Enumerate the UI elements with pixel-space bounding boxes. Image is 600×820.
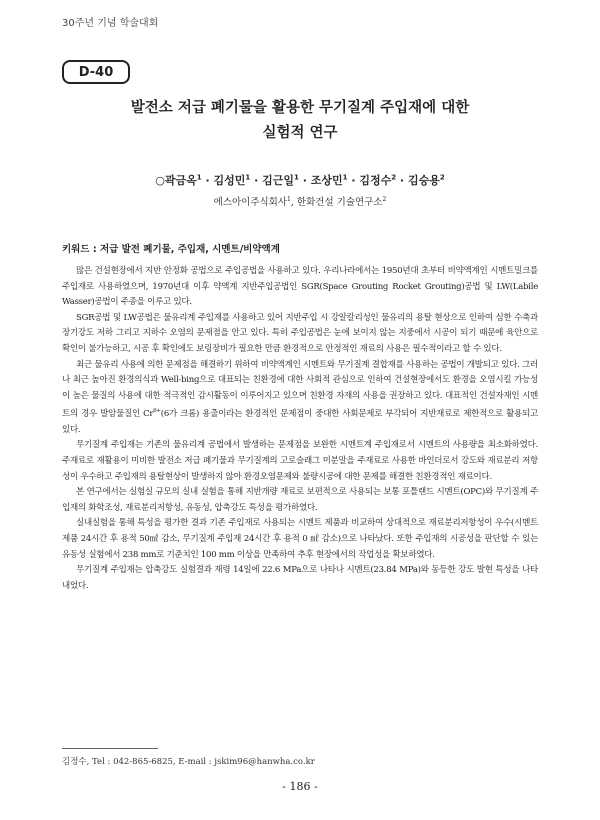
affiliation-separator: , (290, 197, 297, 208)
author-affil-mark: 1 (294, 173, 299, 182)
corresponding-author-footnote: 김정수, Tel : 042-865-6825, E-mail : jskim96@hanwha.co.kr (62, 757, 315, 767)
author-name: 조상민 (310, 174, 343, 187)
author-name: 김성민 (213, 174, 246, 187)
author-name: 곽금옥 (164, 174, 197, 187)
author-separator: · (396, 174, 408, 187)
body-paragraph: 무기질계 주입재는 기존의 물유리계 공법에서 발생하는 문제점을 보완한 시멘트계 주입재로서 시멘트의 사용량을 최소화하였다. 주재료로 재활용이 미비한 발전소 저급 폐기물과 무기질계의 고로슬래그 미분말을 주재료로 사용한 바인더로서 강도와 재료분리 저항성이 우수하고 주입재의 용탈현상이 발생하지 않아 환경오염문제와 불량시공에 대한 문제를 해결한 친환경적인 재료이다. (62, 440, 538, 482)
body-paragraph: 본 연구에서는 실험실 규모의 실내 실험을 통해 지반개량 재료로 보편적으로 사용되는 보통 포틀랜드 시멘트(OPC)와 무기질계 주입재의 화학조성, 재료분리저항성, 유동성, 압축강도 특성을 평가하였다. (62, 487, 538, 513)
author-list (62, 172, 538, 188)
author-name: 김근일 (262, 174, 294, 187)
body-paragraph: 많은 건설현장에서 지반 안정화 공법으로 주입공법을 사용하고 있다. 우리나라에서는 1950년대 초부터 비약액계인 시멘트밀크를 주입재로 사용하였으며, 1970년대 이후 약액계 지반주입공법인 SGR(Space Grouting Rocket Grouting)공법 및 LW(Labile Wasser)공법이 주종을 이루고 있다. (62, 266, 538, 308)
keywords: 키워드 : 저급 발전 폐기물, 주입재, 시멘트/비약액계 (62, 244, 280, 255)
affiliation-org-2: 한화건설 기술연구소 (296, 197, 383, 208)
author-affil-mark: 2 (439, 173, 445, 182)
author-name: 김승용 (407, 174, 440, 187)
author-separator: · (250, 174, 263, 187)
affiliation-mark-2: 2 (382, 195, 387, 203)
title-line-1: 발전소 저급 폐기물을 활용한 무기질계 주입재에 대한 (130, 100, 470, 116)
paragraph-text: 최근 물유리 사용에 의한 문제점을 해결하기 위하여 비약액계인 시멘트와 무기질계 결합재를 사용하는 공법이 개발되고 있다. 그러나 최근 높아진 환경의식과 Well-bing으로 대표되는 친환경에 대한 사회적 관심으로 인하여 건설현장에서도 환경을 오염시킬 가능성이 높은 물질의 사용에 대한 적극적인 감시활동이 이루어지고 있으며 친환경 자재의 사용을 권장하고 있다. 대표적인 건설자재인 시멘트의 경우 발암물질인 Cr (62, 359, 538, 420)
author-separator: · (347, 174, 360, 187)
paper-code-badge: D-40 (62, 60, 130, 84)
body-paragraph: SGR공법 및 LW공법은 물유리계 주입재를 사용하고 있어 지반주입 시 강알칼리성인 물유리의 용탈 현상으로 인하여 심한 수축과 장기강도 저하 그리고 지하수 오염의 문제점을 안고 있다. 특히 주입공법은 눈에 보이지 않는 지중에서 시공이 되기 때문에 육안으로 확인이 불가능하고, 시공 후 확인에도 보링장비가 필요한 만큼 환경적으로 안정적인 재료의 사용은 필수적이라고 할 수 있다. (62, 312, 538, 354)
author-affil-mark: 1 (196, 173, 202, 182)
presenter-mark: ○ (155, 174, 165, 187)
paragraph-text: (6가 크롬) 용출이라는 환경적인 문제점이 중대한 사회문제로 부각되어 지반재료로 제한적으로 활용되고 있다. (62, 409, 538, 435)
chromium-charge: 6+ (153, 408, 161, 415)
title-line-2: 실험적 연구 (262, 125, 338, 141)
author-name: 김정수 (359, 174, 392, 187)
affiliation-mark-1: 1 (287, 195, 291, 203)
conference-header: 30주년 기념 학술대회 (62, 18, 159, 29)
author-affil-mark: 2 (391, 173, 397, 182)
affiliation (62, 194, 538, 208)
paper-title (62, 96, 538, 146)
author-affil-mark: 1 (342, 173, 348, 182)
body-paragraph: 실내실험을 통해 특성을 평가한 결과 기존 주입재로 사용되는 시멘트 제품과 비교하여 상대적으로 재료분리저항성이 우수(시멘트 제품 24시간 후 용적 50㎖ 감소, 무기질계 주입재 24시간 후 용적 0 ㎖ 감소)으로 나타났다. 또한 주입재의 시공성을 판단할 수 있는 유동성 실험에서 238 mm로 기준치인 100 mm 이상을 만족하여 추후 현장에서의 작업성을 확보하였다. (62, 518, 538, 560)
affiliation-org-1: 에스아이주식회사 (213, 197, 288, 208)
body-paragraph (62, 358, 538, 439)
page-number: - 186 - (282, 780, 318, 793)
author-separator: · (298, 174, 311, 187)
author-affil-mark: 1 (245, 173, 251, 182)
body-paragraph: 무기질계 주입재는 압축강도 실험결과 재령 14일에 22.6 MPa으로 나타나 시멘트(23.84 MPa)와 동등한 강도 발현 특성을 나타내었다. (62, 565, 538, 591)
author-separator: · (201, 174, 214, 187)
footnote-divider (62, 748, 158, 749)
abstract-body (62, 264, 538, 594)
